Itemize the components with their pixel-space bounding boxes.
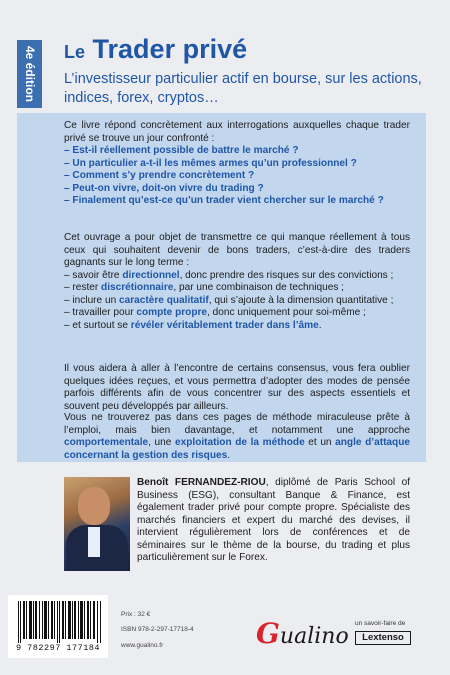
book-title: [64, 34, 247, 65]
question-item: – Comment s’y prendre concrètement ?: [64, 170, 255, 181]
bullet-item: – travailler pour compte propre, donc uniquement pour soi-même ;: [64, 307, 366, 318]
edition-tab: [17, 40, 42, 108]
author-photo: [64, 477, 130, 571]
questions-block: [64, 120, 410, 208]
question-item: – Peut-on vivre, doit-on vivre du trading ?: [64, 182, 264, 194]
bullet-item: – rester discrétionnaire, par une combinaison de techniques ;: [64, 282, 344, 293]
edition-label: 4e édition: [22, 45, 37, 103]
barcode-bars: [18, 601, 102, 643]
author-bio: Benoît FERNANDEZ-RIOU, diplômé de Paris School of Business (ESG), consultant Banque & Finance, est également trader privé pour compte propre. Spécialiste des marchés financiers et expert du marché des devises, il intervient régulièrement lors de conférences et de séminaires sur le thème de la bourse, du trading et plus particulièrement sur le Forex.: [137, 477, 410, 563]
price-label: Prix : 32 €: [121, 611, 151, 618]
intro-text: Ce livre répond concrètement aux interrogations auxquelles chaque trader privé se trouve un jour confronté :: [64, 120, 410, 144]
gualino-logo: Gualino: [256, 617, 349, 650]
purpose-block: [64, 232, 410, 332]
bullet-item: – inclure un caractère qualitatif, qui s’ajoute à la dimension quantitative ;: [64, 294, 394, 306]
book-subtitle: L’investisseur particulier actif en bourse, sur les actions, indices, forex, cryptos…: [64, 71, 422, 106]
title-article: Le: [64, 42, 86, 62]
website-url: www.gualino.fr: [121, 642, 164, 649]
purpose-text: Cet ouvrage a pour objet de transmettre ce qui manque réellement à tous ceux qui souhaitent devenir de bons traders, c’est-à-dire des traders gagnants sur le long terme :: [64, 232, 410, 268]
bullet-item: – savoir être directionnel, donc prendre des risques sur des convictions ;: [64, 269, 394, 281]
question-item: – Est-il réellement possible de battre le marché ?: [64, 145, 299, 156]
barcode: [8, 595, 108, 658]
title-main: Trader privé: [92, 34, 248, 64]
lextenso-logo: Lextenso: [355, 631, 411, 645]
savoir-faire-label: un savoir-faire de: [355, 620, 406, 627]
question-item: – Un particulier a-t-il les mêmes armes qu’un professionnel ?: [64, 157, 357, 169]
final-paragraph: Vous ne trouverez pas dans ces pages de méthode miraculeuse prête à l’emploi, mais bien davantage, et notamment une approche comportementale, une exploitation de la méthode et un angle d’attaque concernant la gestion des risques.: [64, 412, 410, 461]
help-paragraph: Il vous aidera à aller à l’encontre de certains consensus, vous fera oublier quelques idées reçues, et vous permettra d’adopter des modes de pensée parfois différents afin de vous concentrer sur des aspects essentiels et souvent peu développés par ailleurs.: [64, 363, 410, 412]
author-name: Benoît FERNANDEZ-RIOU: [137, 477, 266, 488]
question-item: – Finalement qu’est-ce qu’un trader vient chercher sur le marché ?: [64, 195, 384, 206]
bullet-item: – et surtout se révéler véritablement trader dans l’âme.: [64, 319, 322, 331]
barcode-digits: 9 782297 177184: [15, 643, 100, 653]
bullet-list: [64, 270, 410, 333]
isbn-label: ISBN 978-2-297-17718-4: [121, 626, 194, 633]
